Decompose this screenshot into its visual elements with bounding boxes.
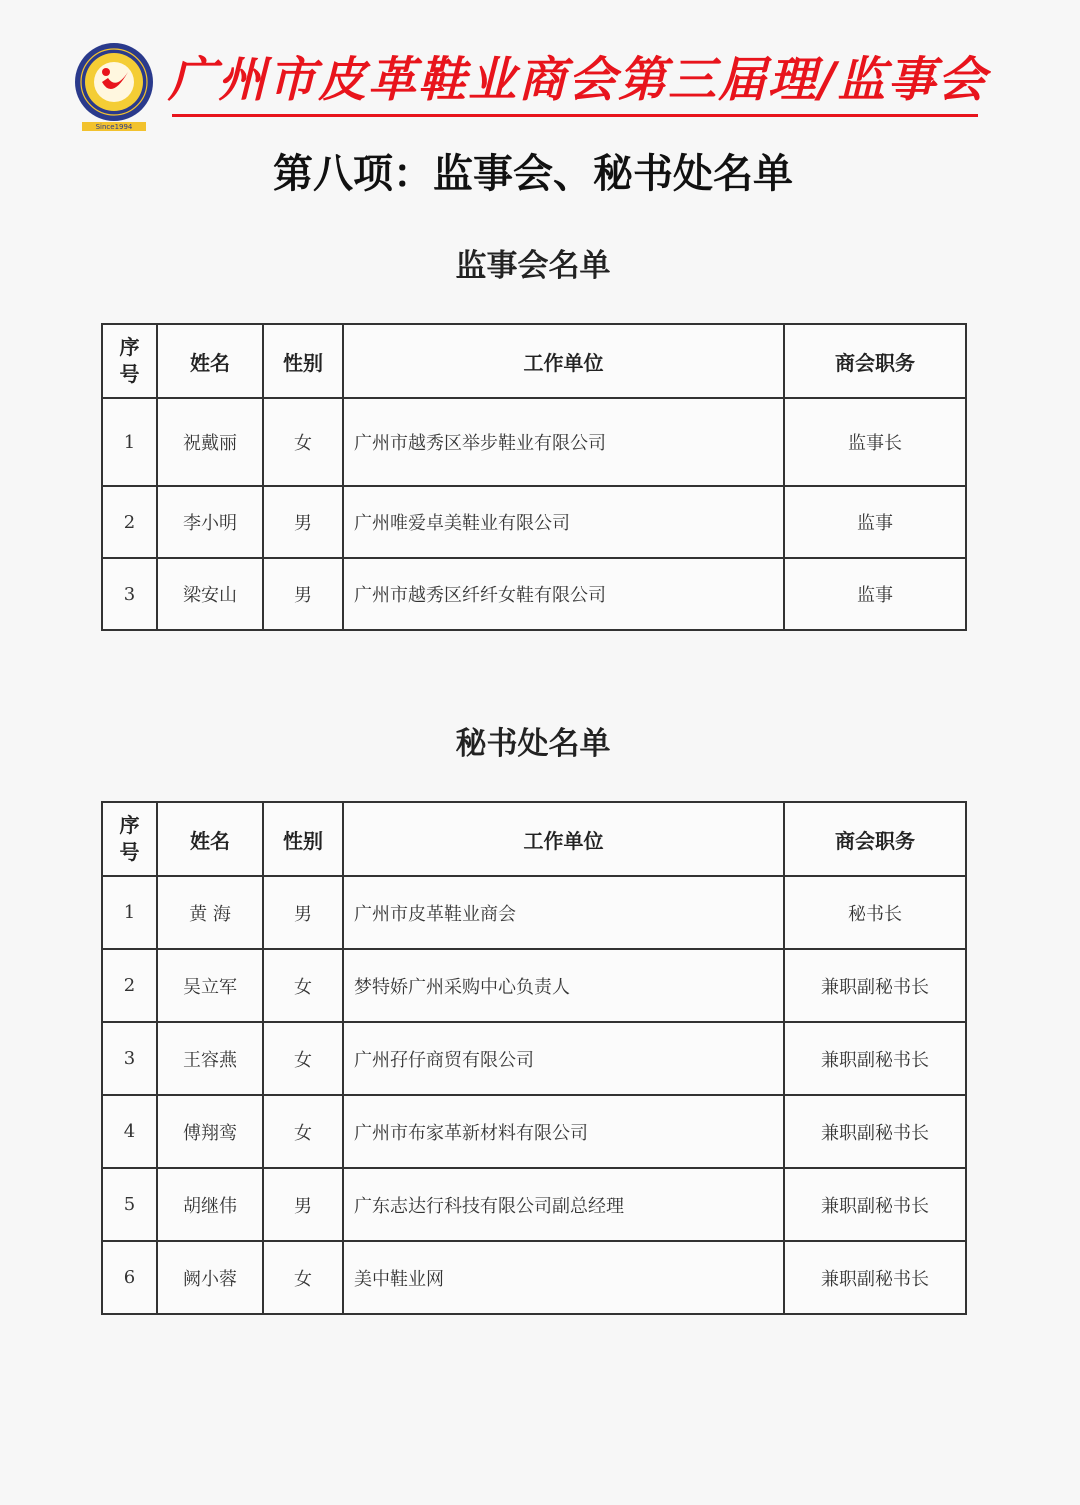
secretariat-table bbox=[101, 801, 967, 1315]
table-row bbox=[102, 398, 966, 486]
cell-position: 监事 bbox=[784, 558, 966, 630]
cell-position: 兼职副秘书长 bbox=[784, 1022, 966, 1095]
table-row bbox=[102, 1241, 966, 1314]
cell-company: 广州孖仔商贸有限公司 bbox=[343, 1022, 784, 1095]
cell-name: 梁安山 bbox=[157, 558, 263, 630]
table-row bbox=[102, 1168, 966, 1241]
column-header-position: 商会职务 bbox=[784, 802, 966, 876]
column-header-gender: 性别 bbox=[263, 324, 343, 398]
cell-company: 广州市越秀区纤纤女鞋有限公司 bbox=[343, 558, 784, 630]
cell-gender: 男 bbox=[263, 876, 343, 949]
cell-gender: 女 bbox=[263, 1022, 343, 1095]
cell-seq: 3 bbox=[102, 558, 157, 630]
cell-position: 监事 bbox=[784, 486, 966, 558]
table-row bbox=[102, 1095, 966, 1168]
table-row bbox=[102, 486, 966, 558]
cell-gender: 女 bbox=[263, 1095, 343, 1168]
organization-title: 广州市皮革鞋业商会第三届理/监事会 bbox=[168, 52, 988, 108]
table-header-row bbox=[102, 324, 966, 398]
secretariat-section-title: 秘书处名单 bbox=[455, 726, 611, 762]
cell-position: 兼职副秘书长 bbox=[784, 1095, 966, 1168]
cell-position: 兼职副秘书长 bbox=[784, 1241, 966, 1314]
cell-seq: 1 bbox=[102, 398, 157, 486]
cell-seq: 4 bbox=[102, 1095, 157, 1168]
table-row bbox=[102, 1022, 966, 1095]
cell-gender: 女 bbox=[263, 949, 343, 1022]
cell-seq: 2 bbox=[102, 949, 157, 1022]
column-header-seq: 序 号 bbox=[102, 324, 157, 398]
cell-name: 黄 海 bbox=[157, 876, 263, 949]
table-row bbox=[102, 876, 966, 949]
column-header-position: 商会职务 bbox=[784, 324, 966, 398]
cell-gender: 女 bbox=[263, 1241, 343, 1314]
cell-position: 兼职副秘书长 bbox=[784, 1168, 966, 1241]
cell-seq: 6 bbox=[102, 1241, 157, 1314]
cell-position: 兼职副秘书长 bbox=[784, 949, 966, 1022]
cell-company: 梦特娇广州采购中心负责人 bbox=[343, 949, 784, 1022]
table-row bbox=[102, 949, 966, 1022]
page-title: 第八项：监事会、秘书处名单 bbox=[273, 151, 793, 197]
cell-name: 胡继伟 bbox=[157, 1168, 263, 1241]
table-header-row bbox=[102, 802, 966, 876]
cell-name: 王容燕 bbox=[157, 1022, 263, 1095]
column-header-name: 姓名 bbox=[157, 324, 263, 398]
cell-position: 秘书长 bbox=[784, 876, 966, 949]
cell-name: 祝戴丽 bbox=[157, 398, 263, 486]
cell-company: 广州唯爱卓美鞋业有限公司 bbox=[343, 486, 784, 558]
cell-seq: 5 bbox=[102, 1168, 157, 1241]
chamber-logo-icon bbox=[72, 42, 156, 136]
cell-position: 监事长 bbox=[784, 398, 966, 486]
svg-text:Since1994: Since1994 bbox=[95, 123, 133, 131]
column-header-company: 工作单位 bbox=[343, 802, 784, 876]
cell-company: 美中鞋业网 bbox=[343, 1241, 784, 1314]
cell-company: 广州市布家革新材料有限公司 bbox=[343, 1095, 784, 1168]
header-underline bbox=[172, 114, 978, 117]
column-header-company: 工作单位 bbox=[343, 324, 784, 398]
cell-gender: 女 bbox=[263, 398, 343, 486]
cell-seq: 1 bbox=[102, 876, 157, 949]
supervisors-section-title: 监事会名单 bbox=[455, 248, 611, 284]
cell-gender: 男 bbox=[263, 558, 343, 630]
column-header-seq: 序 号 bbox=[102, 802, 157, 876]
cell-company: 广东志达行科技有限公司副总经理 bbox=[343, 1168, 784, 1241]
cell-gender: 男 bbox=[263, 1168, 343, 1241]
supervisors-table bbox=[101, 323, 967, 631]
cell-company: 广州市越秀区举步鞋业有限公司 bbox=[343, 398, 784, 486]
cell-name: 傅翔鸾 bbox=[157, 1095, 263, 1168]
cell-name: 吴立军 bbox=[157, 949, 263, 1022]
column-header-gender: 性别 bbox=[263, 802, 343, 876]
cell-name: 阙小蓉 bbox=[157, 1241, 263, 1314]
cell-seq: 3 bbox=[102, 1022, 157, 1095]
cell-company: 广州市皮革鞋业商会 bbox=[343, 876, 784, 949]
table-row bbox=[102, 558, 966, 630]
column-header-name: 姓名 bbox=[157, 802, 263, 876]
document-header bbox=[0, 0, 1080, 140]
cell-name: 李小明 bbox=[157, 486, 263, 558]
cell-gender: 男 bbox=[263, 486, 343, 558]
cell-seq: 2 bbox=[102, 486, 157, 558]
